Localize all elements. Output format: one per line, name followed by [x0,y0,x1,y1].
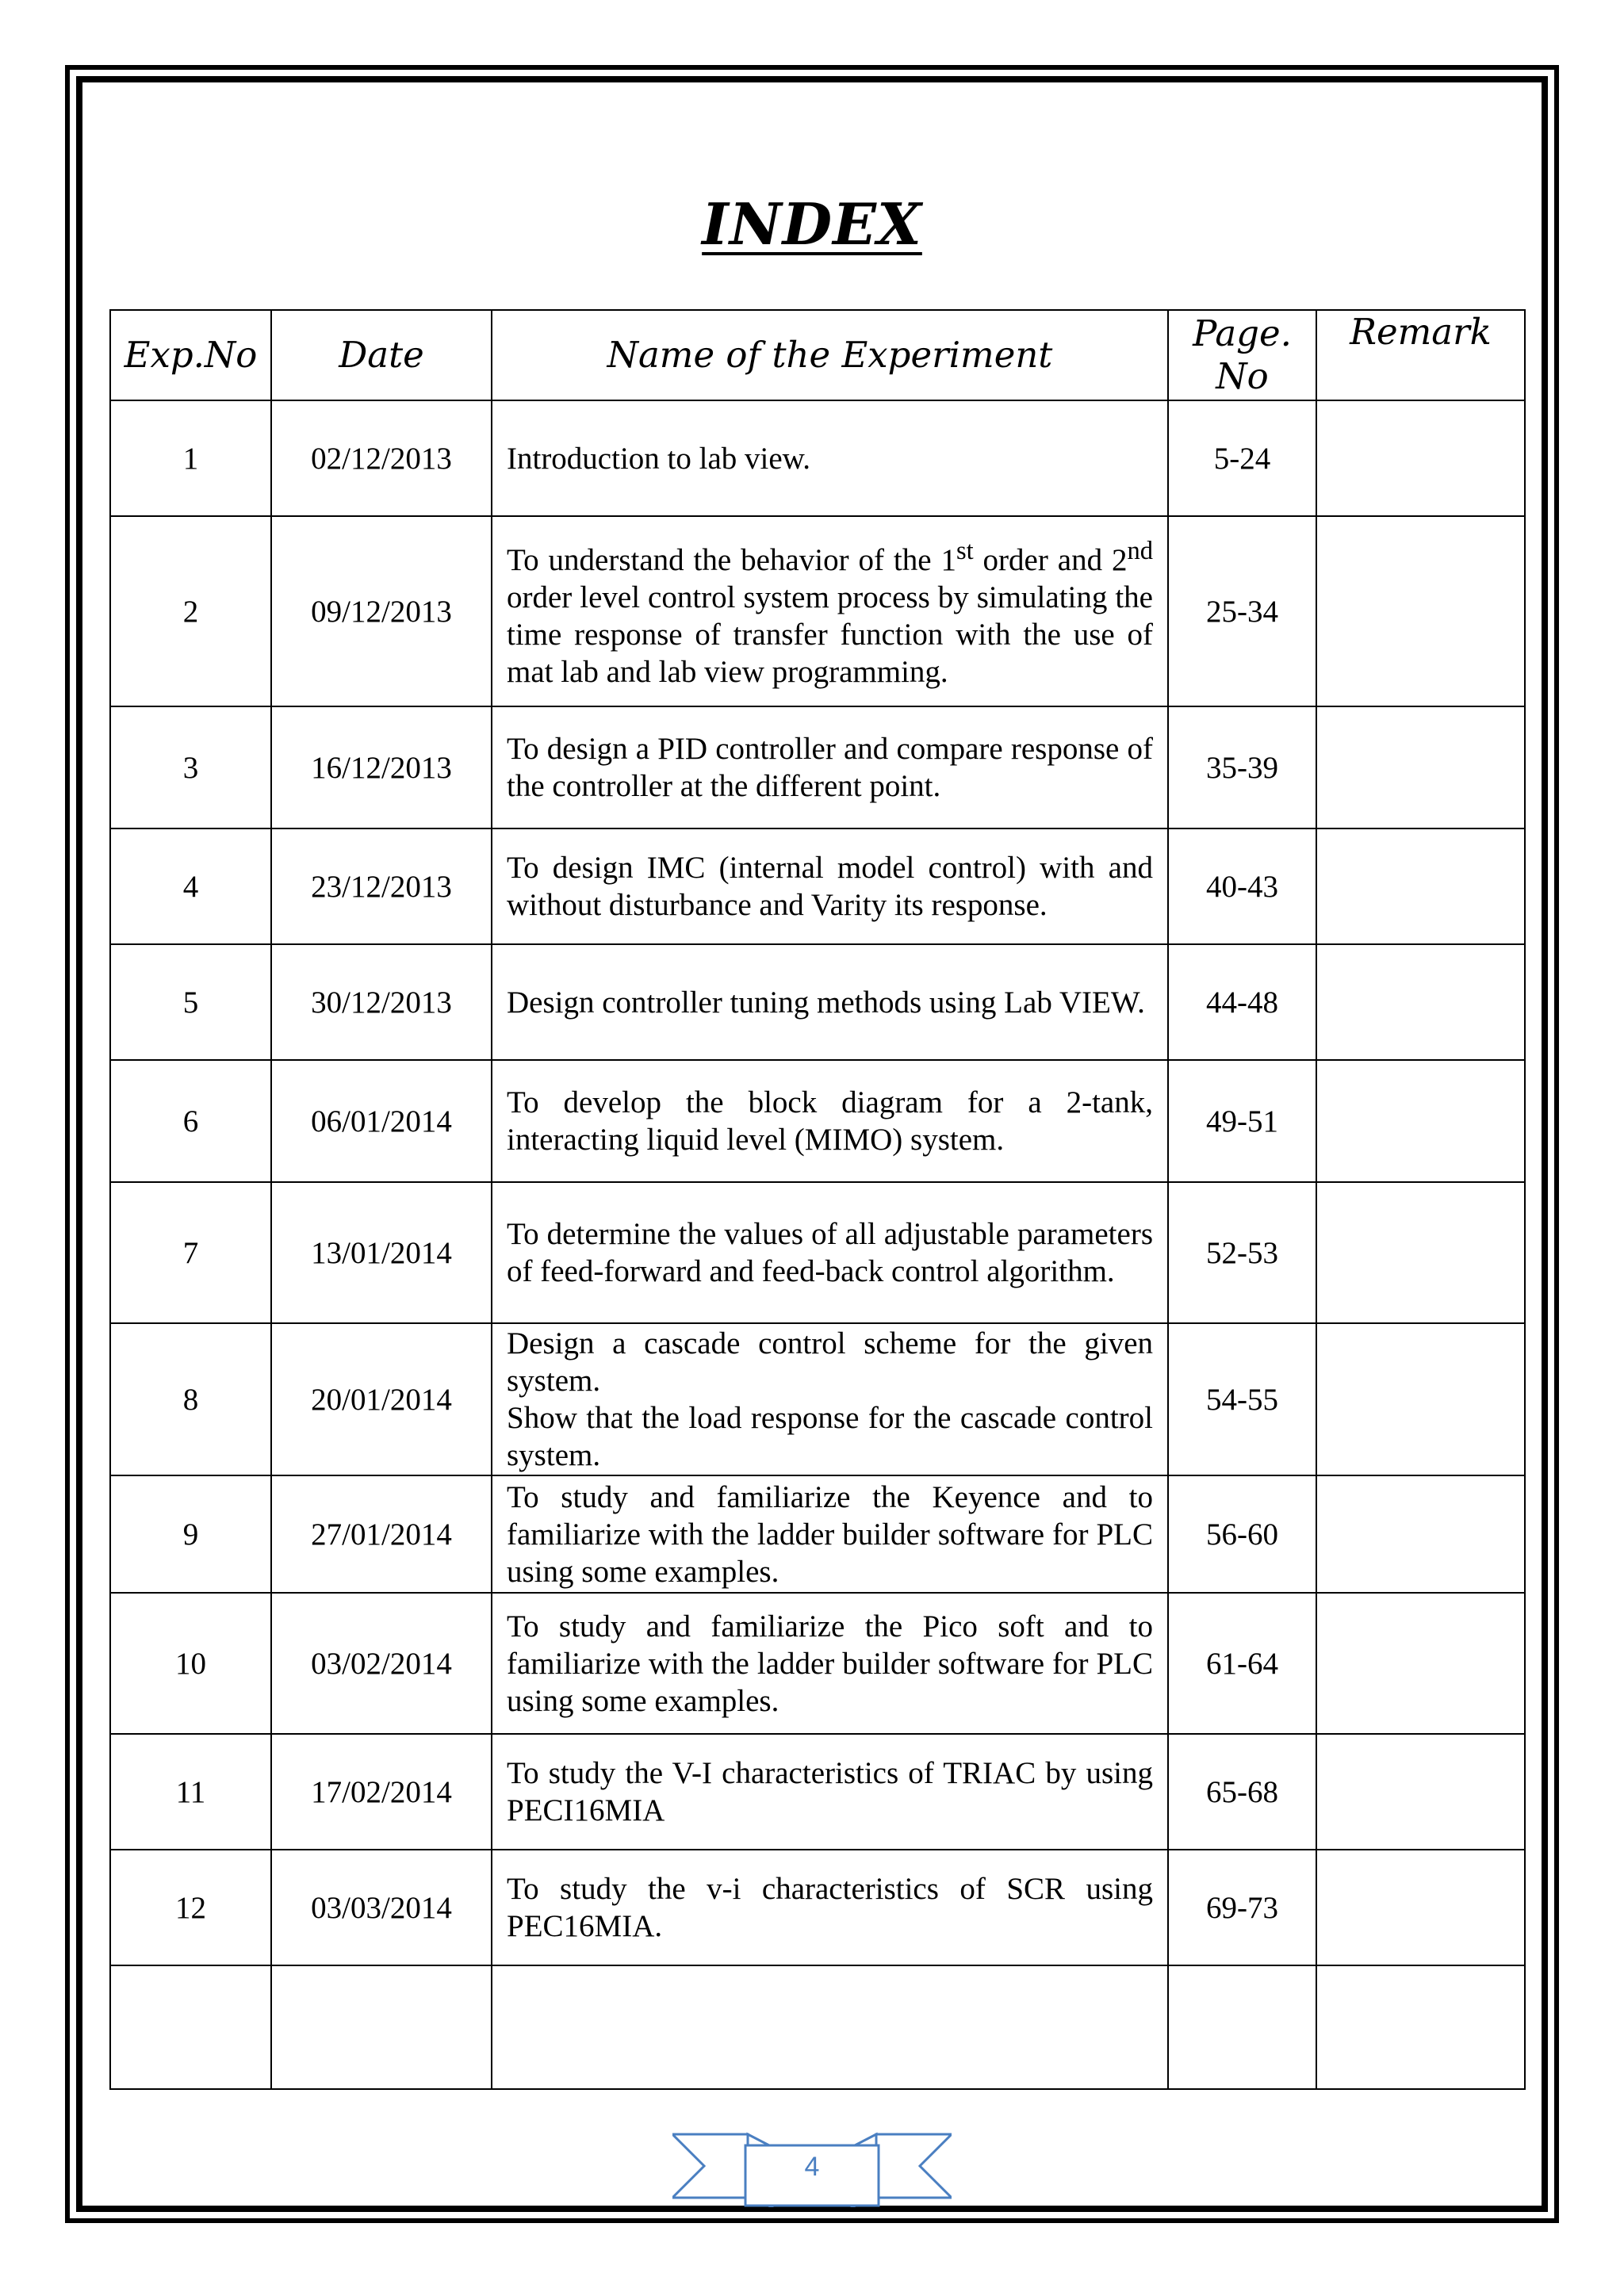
page-no-cell: 5-24 [1168,400,1316,516]
remark-cell [1316,400,1525,516]
date-cell: 17/02/2014 [271,1734,492,1850]
page-no-cell: 52-53 [1168,1182,1316,1323]
page-no-cell: 49-51 [1168,1060,1316,1182]
page-no-cell: 61-64 [1168,1593,1316,1734]
header-date: Date [271,310,492,400]
experiment-name-cell: To design IMC (internal model control) with and without disturbance and Varity its response. [492,828,1168,944]
remark-cell [1316,1593,1525,1734]
experiment-name-cell: Design controller tuning methods using Lab VIEW. [492,944,1168,1060]
exp-no-cell: 10 [110,1593,271,1734]
table-header-row [110,310,1525,400]
remark-cell [1316,1182,1525,1323]
exp-no-cell: 12 [110,1850,271,1965]
header-page-no: Page. No [1168,310,1316,400]
page-no-cell [1168,1965,1316,2089]
date-cell: 09/12/2013 [271,516,492,706]
table-row [110,1060,1525,1182]
page-no-cell: 56-60 [1168,1475,1316,1593]
exp-no-cell: 8 [110,1323,271,1475]
page-no-cell: 69-73 [1168,1850,1316,1965]
table-row [110,400,1525,516]
experiment-name-cell: To design a PID controller and compare response of the controller at the different point. [492,706,1168,828]
exp-no-cell: 6 [110,1060,271,1182]
date-cell: 06/01/2014 [271,1060,492,1182]
remark-cell [1316,1060,1525,1182]
exp-no-cell: 9 [110,1475,271,1593]
date-cell: 23/12/2013 [271,828,492,944]
remark-cell [1316,1850,1525,1965]
exp-no-cell: 2 [110,516,271,706]
experiment-name-cell: Introduction to lab view. [492,400,1168,516]
exp-no-cell [110,1965,271,2089]
header-experiment-name: Name of the Experiment [492,310,1168,400]
table-row [110,828,1525,944]
exp-no-cell: 7 [110,1182,271,1323]
page-no-cell: 54-55 [1168,1323,1316,1475]
experiment-name-cell: To study and familiarize the Keyence and to familiarize with the ladder builder software for PLC using some examples. [492,1475,1168,1593]
table-row [110,706,1525,828]
exp-no-cell: 3 [110,706,271,828]
table-row [110,1475,1525,1593]
experiment-name-cell: To study the V-I characteristics of TRIAC by using PECI16MIA [492,1734,1168,1850]
page-title: INDEX [702,190,922,258]
exp-no-cell: 4 [110,828,271,944]
table-row [110,944,1525,1060]
experiment-name-cell: To develop the block diagram for a 2-tank, interacting liquid level (MIMO) system. [492,1060,1168,1182]
page-no-cell: 35-39 [1168,706,1316,828]
table-row [110,1182,1525,1323]
page-no-cell: 65-68 [1168,1734,1316,1850]
remark-cell [1316,828,1525,944]
remark-cell [1316,706,1525,828]
page-no-cell: 40-43 [1168,828,1316,944]
remark-cell [1316,1323,1525,1475]
page-no-cell: 25-34 [1168,516,1316,706]
experiment-name-cell: To understand the behavior of the 1st order and 2nd order level control system process by simulating the time response of transfer function with the use of mat lab and lab view programming. [492,516,1168,706]
table-row [110,516,1525,706]
index-table-body [110,400,1525,2089]
remark-cell [1316,944,1525,1060]
page-number-badge [672,2128,952,2207]
date-cell: 03/02/2014 [271,1593,492,1734]
remark-cell [1316,1475,1525,1593]
date-cell: 16/12/2013 [271,706,492,828]
remark-cell [1316,516,1525,706]
date-cell: 13/01/2014 [271,1182,492,1323]
experiment-name-cell [492,1965,1168,2089]
header-exp-no: Exp.No [110,310,271,400]
experiment-name-cell: To study and familiarize the Pico soft and to familiarize with the ladder builder software for PLC using some examples. [492,1593,1168,1734]
exp-no-cell: 1 [110,400,271,516]
page-no-cell: 44-48 [1168,944,1316,1060]
experiment-name-cell: To study the v-i characteristics of SCR using PEC16MIA. [492,1850,1168,1965]
date-cell [271,1965,492,2089]
experiment-name-cell: Design a cascade control scheme for the given system. Show that the load response for the cascade control system. [492,1323,1168,1475]
table-row [110,1323,1525,1475]
header-remark: Remark [1316,310,1525,400]
index-table [109,309,1526,2090]
date-cell: 03/03/2014 [271,1850,492,1965]
date-cell: 27/01/2014 [271,1475,492,1593]
date-cell: 20/01/2014 [271,1323,492,1475]
exp-no-cell: 11 [110,1734,271,1850]
remark-cell [1316,1965,1525,2089]
experiment-name-cell: To determine the values of all adjustable parameters of feed-forward and feed-back control algorithm. [492,1182,1168,1323]
date-cell: 02/12/2013 [271,400,492,516]
remark-cell [1316,1734,1525,1850]
table-row [110,1965,1525,2089]
table-row [110,1850,1525,1965]
exp-no-cell: 5 [110,944,271,1060]
table-row [110,1734,1525,1850]
table-row [110,1593,1525,1734]
page-number: 4 [804,2152,820,2182]
date-cell: 30/12/2013 [271,944,492,1060]
